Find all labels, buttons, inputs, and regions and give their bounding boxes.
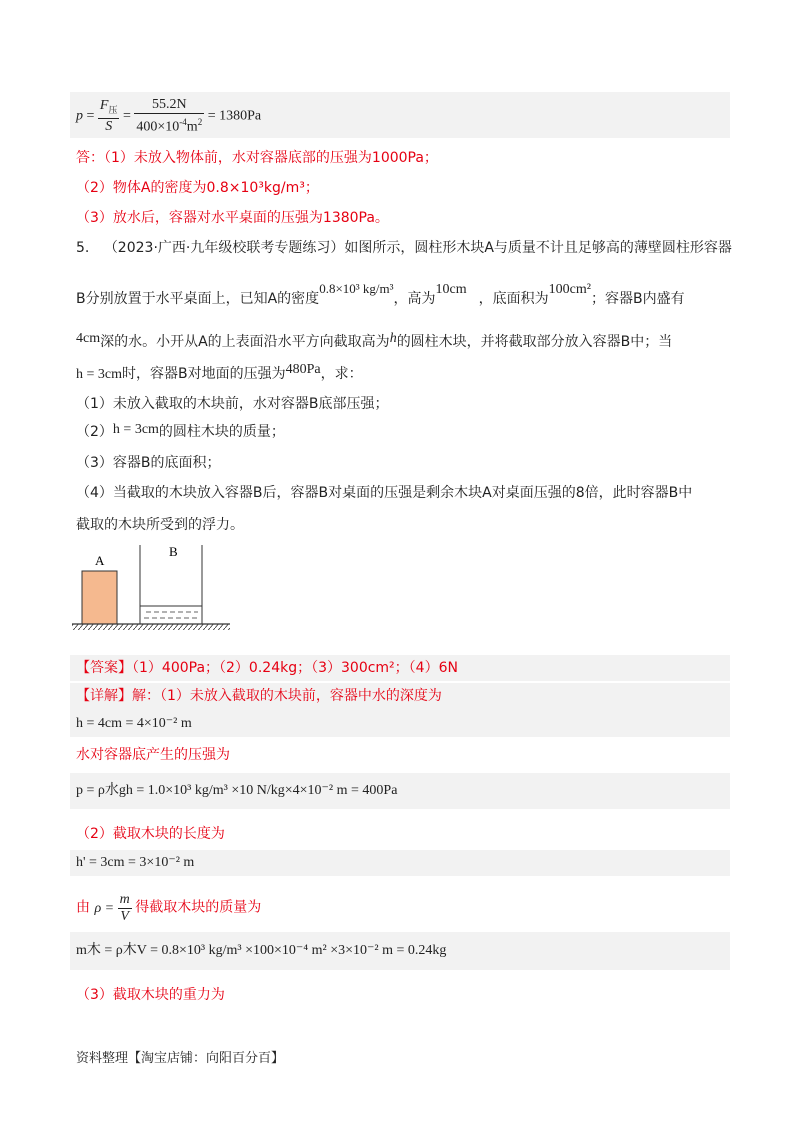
equation-1: h = 4cm = 4×10⁻² m — [76, 716, 192, 731]
figure-diagram — [70, 538, 240, 633]
equation-3: h' = 3cm = 3×10⁻² m — [76, 855, 195, 870]
question-number: 5. — [76, 240, 90, 256]
pressure-value: 480Pa — [285, 362, 321, 377]
text-5: （3）截取木块的重力为 — [76, 987, 225, 1003]
question-line-1: 5. （2023·广西·九年级校联考专题练习）如图所示，圆柱形木块A与质量不计且足够高的薄壁圆柱形容器 — [76, 240, 732, 256]
answer-line-3: （3）放水后，容器对水平桌面的压强为1380Pa。 — [76, 210, 389, 226]
text-4: 由 ρ = $\frac{m}{V}$ 得截取木块的质量为 — [76, 892, 262, 924]
density-fraction: $\frac{m}{V}$ — [119, 892, 130, 924]
question-line-2: B分别放置于水平桌面上，已知A的密度0.8×10³ kg/m³，高为10cm，底面积为100cm²；容器B内盛有 — [76, 281, 685, 307]
label-a: A — [95, 553, 105, 568]
footer-text: 资料整理【淘宝店铺：向阳百分百】 — [76, 1051, 285, 1066]
numeric-fraction: $\frac{55.2N}{400\times 10^{-4}m^2}$ — [136, 97, 203, 135]
table-hatch — [72, 624, 230, 630]
answer-line-1: 答：（1）未放入物体前，水对容器底部的压强为1000Pa； — [76, 150, 438, 166]
text-3: （2）截取木块的长度为 — [76, 826, 225, 842]
equation-4: m木 = ρ木V = 0.8×10³ kg/m³ ×100×10⁻⁴ m² ×3×10⁻² m = 0.24kg — [76, 943, 447, 958]
equation-2: p = ρ水gh = 1.0×10³ kg/m³ ×10 N/kg×4×10⁻² m = 400Pa — [76, 783, 398, 798]
area-value: 100cm² — [548, 282, 591, 297]
block-a — [82, 571, 117, 624]
detail-line: 【详解】解：（1）未放入截取的木块前，容器中水的深度为 — [76, 688, 442, 704]
answer-line: 【答案】（1）400Pa；（2）0.24kg；（3）300cm²；（4）6N — [76, 660, 458, 676]
text-2: 水对容器底产生的压强为 — [76, 747, 230, 763]
figure-svg — [70, 538, 240, 633]
label-b: B — [169, 544, 178, 559]
answer-line-2: （2）物体A的密度为0.8×10³kg/m³； — [76, 180, 319, 196]
force-over-area: $\frac{F_压}{S}$ — [99, 97, 118, 134]
question-line-4: h = 3cm时，容器B对地面的压强为480Pa，求： — [76, 362, 363, 382]
water-depth: 4cm — [76, 331, 101, 346]
pressure-formula: p = $\frac{F_压}{S}$ = $\frac{55.2N}{400\times 10^{-4}m^2}$ = 1380Pa — [76, 97, 262, 135]
sub-question-2: （2）h = 3cm的圆柱木块的质量； — [76, 422, 285, 440]
formula-result: 1380Pa — [219, 108, 262, 124]
sub-question-4-line-1: （4）当截取的木块放入容器B后，容器B对桌面的压强是剩余木块A对桌面压强的8倍，此时容器B中 — [76, 485, 693, 501]
formula-p: p — [76, 108, 83, 124]
h-value: h = 3cm — [76, 367, 122, 382]
sub-question-1: （1）未放入截取的木块前，水对容器B底部压强； — [76, 396, 389, 412]
height-value: 10cm — [435, 282, 467, 297]
sub-question-3: （3）容器B的底面积； — [76, 455, 221, 471]
answer-tag: 【答案】 — [76, 660, 132, 676]
sub-question-4-line-2: 截取的木块所受到的浮力。 — [76, 517, 244, 533]
question-source: （2023·广西·九年级校联考专题练习） — [103, 240, 345, 256]
density-value: 0.8×10³ kg/m³ — [319, 281, 394, 296]
detail-tag: 【详解】 — [76, 688, 132, 704]
question-line-3: 4cm深的水。小开从A的上表面沿水平方向截取高为h的圆柱木块，并将截取部分放入容器B中；当 — [76, 331, 673, 350]
